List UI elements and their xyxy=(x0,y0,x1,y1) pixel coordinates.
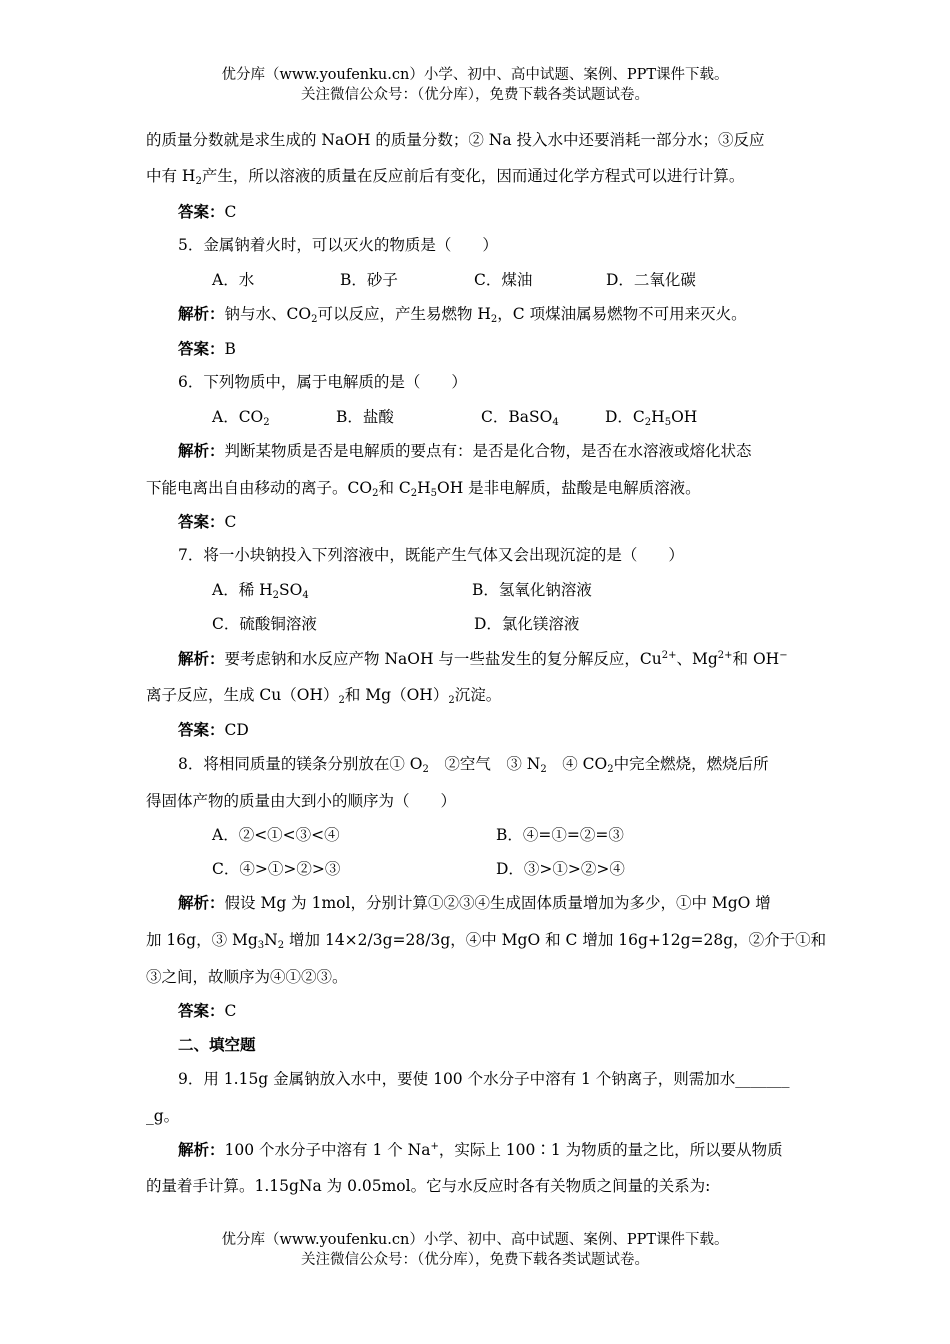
q5-stem: 5．金属钠着火时，可以灭火的物质是（ ） xyxy=(178,236,498,254)
q5-analysis: 解析：钠与水、$CO_2$可以反应，产生易燃物 $H_2$，C 项煤油属易燃物不可用来灭火。 xyxy=(178,304,747,325)
q8-stem-line-2: 得固体产物的质量由大到小的顺序为（ ） xyxy=(146,792,457,810)
q7-option-b: B．氢氧化钠溶液 xyxy=(472,581,592,599)
q6-option-b: B．盐酸 xyxy=(336,408,394,426)
q8-option-a: A．②<①<③<④ xyxy=(212,826,340,844)
q7-option-d: D．氯化镁溶液 xyxy=(474,615,580,633)
intro-line-2: 中有 $H_2$产生，所以溶液的质量在反应前后有变化，因而通过化学方程式可以进行计算。 xyxy=(146,167,745,187)
intro-line-1: 的质量分数就是求生成的 NaOH 的质量分数；② Na 投入水中还要消耗一部分水；③反应 xyxy=(146,131,765,149)
q5-option-a: A．水 xyxy=(212,271,255,289)
q7-option-a: A．稀 $H_2SO_4$ xyxy=(212,581,309,601)
footer-line-2: 关注微信公众号：（优分库），免费下载各类试题试卷。 xyxy=(301,1252,649,1268)
q8-option-c: C．④>①>②>③ xyxy=(212,860,341,878)
q5-option-c: C．煤油 xyxy=(474,271,533,289)
q7-answer: 答案：CD xyxy=(178,720,249,739)
q5-option-d: D．二氧化碳 xyxy=(606,271,696,289)
q8-analysis-line-3: ③之间，故顺序为④①②③。 xyxy=(146,968,348,986)
q6-analysis-line-1: 解析：判断某物质是否是电解质的要点有：是否是化合物，是否在水溶液或熔化状态 xyxy=(178,441,752,460)
header-line-1: 优分库（www.youfenku.cn）小学、初中、高中试题、案例、PPT课件下载。 xyxy=(221,67,729,83)
q8-answer: 答案：C xyxy=(178,1001,237,1020)
intro-answer: 答案：C xyxy=(178,202,237,221)
section-title: 二、填空题 xyxy=(178,1035,256,1054)
q7-stem: 7．将一小块钠投入下列溶液中，既能产生气体又会出现沉淀的是（ ） xyxy=(178,546,684,564)
q8-option-d: D．③>①>②>④ xyxy=(496,860,625,878)
q6-option-c: C．BaSO$_4$ xyxy=(481,408,559,428)
q6-option-a: A．$CO_2$ xyxy=(212,408,270,428)
q9-stem-line-1: 9．用 1.15g 金属钠放入水中，要使 100 个水分子中溶有 1 个钠离子，则需加水_______ xyxy=(178,1070,790,1088)
q7-analysis-line-1: 解析：要考虑钠和水反应产物 NaOH 与一些盐发生的复分解反应，$Cu^{2+}$、$Mg^{2+}$和 OH− xyxy=(178,649,788,668)
q7-analysis-line-2: 离子反应，生成 $Cu(OH)_2$和 $Mg(OH)_2$沉淀。 xyxy=(146,686,502,706)
q5-answer: 答案：B xyxy=(178,339,236,358)
q9-analysis-line-2: 的量着手计算。1.15gNa 为 0.05mol。它与水反应时各有关物质之间量的关系为: xyxy=(146,1177,711,1195)
q9-analysis-line-1: 解析：100 个水分子中溶有 1 个 Na+，实际上 100∶1 为物质的量之比，所以要从物质 xyxy=(178,1140,783,1159)
q6-analysis-line-2: 下能电离出自由移动的离子。$CO_2$和 $C_2H_5OH$ 是非电解质，盐酸是电解质溶液。 xyxy=(146,479,701,499)
q6-answer: 答案：C xyxy=(178,512,237,531)
q8-analysis-line-2: 加 16g，③ $Mg_3N_2$ 增加 14×2/3g=28/3g，④中 MgO 和 C 增加 16g+12g=28g，②介于①和 xyxy=(146,931,827,951)
q9-stem-line-2: _g。 xyxy=(146,1107,180,1125)
footer-line-1: 优分库（www.youfenku.cn）小学、初中、高中试题、案例、PPT课件下载。 xyxy=(221,1232,729,1248)
q5-option-b: B．砂子 xyxy=(340,271,398,289)
q6-option-d: D．$C_2H_5OH$ xyxy=(605,408,698,428)
q6-stem: 6．下列物质中，属于电解质的是（ ） xyxy=(178,373,467,391)
q8-option-b: B．④=①=②=③ xyxy=(496,826,624,844)
q7-option-c: C．硫酸铜溶液 xyxy=(212,615,317,633)
q8-stem-line-1: 8．将相同质量的镁条分别放在① $O_2$ ②空气 ③ $N_2$ ④ $CO_2$中完全燃烧，燃烧后所 xyxy=(178,755,769,775)
header-line-2: 关注微信公众号：（优分库），免费下载各类试题试卷。 xyxy=(301,87,649,103)
q8-analysis-line-1: 解析：假设 Mg 为 1mol，分别计算①②③④生成固体质量增加为多少，①中 MgO 增 xyxy=(178,893,771,912)
